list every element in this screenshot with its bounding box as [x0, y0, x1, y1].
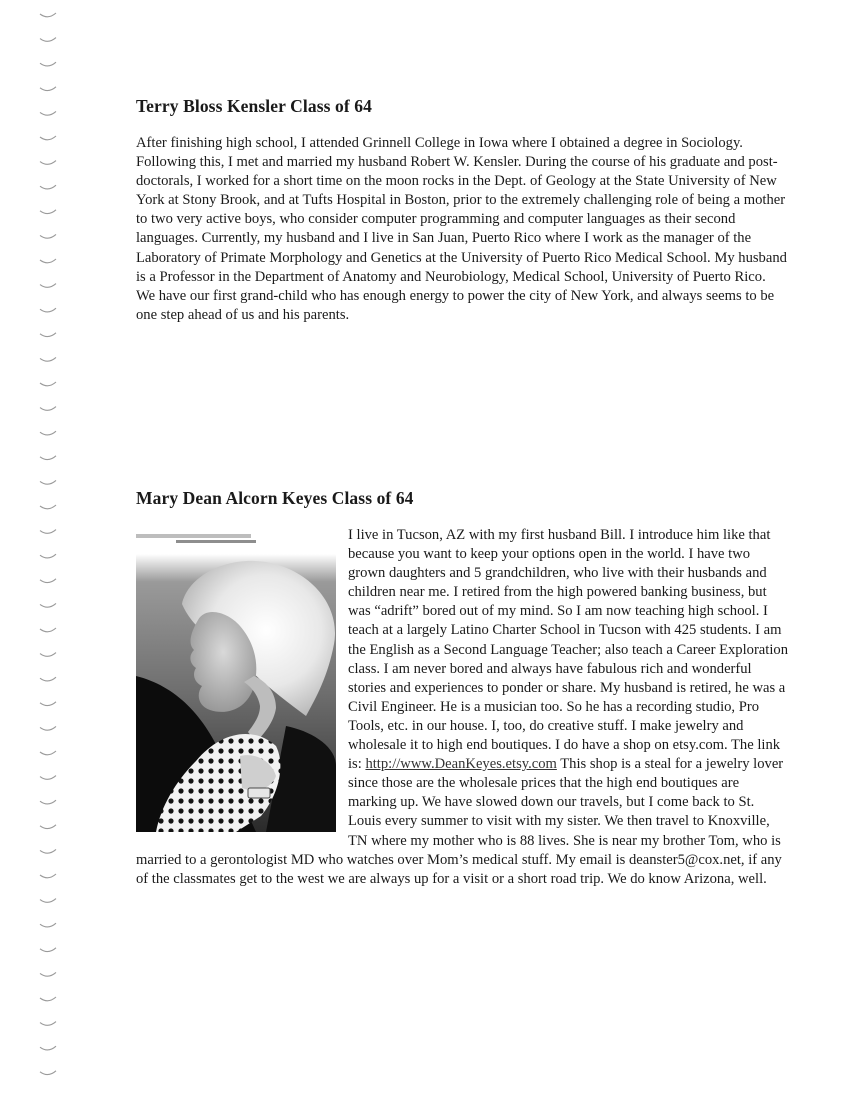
- binder-hole-mark: [40, 776, 56, 780]
- binder-holes: [0, 0, 70, 1099]
- entry-paragraph: After finishing high school, I attended Grinnell College in Iowa where I obtained a degree in Sociology. Following this, I met and married my husband Robert W. Kensler. During the course of his graduate and post-doctorals, I worked for a short time on the moon rocks in the Dept. of Geology at the State University of New York at Stony Brook, and at Tufts Hospital in Boston, prior to the extremely challenging role of being a mother to two very active boys, who consider computer programming and computer languages as their second languages. Currently, my husband and I live in San Juan, Puerto Rico where I work as the manager of the Laboratory of Primate Morphology and Genetics at the University of Puerto Rico Medical School. My husband is a Professor in the Department of Anatomy and Neurobiology, Medical School, University of Puerto Rico. We have our first grand-child who has enough energy to power the city of New York, and always seems to be one step ahead of us and his parents.: [136, 135, 787, 323]
- portrait-photo: [136, 526, 336, 832]
- binder-hole-mark: [40, 62, 56, 66]
- binder-hole-mark: [40, 899, 56, 903]
- binder-hole-mark: [40, 382, 56, 386]
- binder-hole-mark: [40, 13, 56, 17]
- etsy-shop-link[interactable]: http://www.DeanKeyes.etsy.com: [365, 756, 557, 773]
- entry-mary-dean-alcorn-keyes: [136, 488, 788, 889]
- binder-hole-mark: [40, 972, 56, 976]
- binder-hole-mark: [40, 579, 56, 583]
- binder-hole-mark: [40, 1022, 56, 1026]
- binder-hole-mark: [40, 874, 56, 878]
- entry-title: Terry Bloss Kensler Class of 64: [136, 96, 372, 116]
- binder-hole-mark: [40, 259, 56, 263]
- binder-hole-mark: [40, 628, 56, 632]
- binder-hole-mark: [40, 161, 56, 165]
- binder-hole-mark: [40, 185, 56, 189]
- binder-hole-mark: [40, 948, 56, 952]
- binder-hole-mark: [40, 923, 56, 927]
- binder-hole-mark: [40, 456, 56, 460]
- binder-hole-mark: [40, 849, 56, 853]
- binder-hole-mark: [40, 702, 56, 706]
- binder-hole-mark: [40, 505, 56, 509]
- binder-hole-mark: [40, 554, 56, 558]
- binder-hole-mark: [40, 603, 56, 607]
- binder-hole-mark: [40, 1071, 56, 1075]
- binder-hole-mark: [40, 333, 56, 337]
- binder-hole-mark: [40, 997, 56, 1001]
- binder-hole-mark: [40, 210, 56, 214]
- binder-hole-mark: [40, 653, 56, 657]
- binder-hole-mark: [40, 357, 56, 361]
- paragraph-text-after-link: This shop is a steal for a jewelry lover since those are the wholesale prices that the high end boutiques are marking up. We have slowed down our travels, but I come back to St. Louis every summer to visit with my sister. We then travel to Knoxville, TN where my mother who is 88 lives. She is near my brother Tom, who is married to a gerontologist MD who watches over Mom’s medical stuff. My email is deanster5@cox.net, if any of the classmates get to the west we are always up for a visit or a short road trip. We do know Arizona, well.: [136, 756, 784, 887]
- binder-hole-mark: [40, 234, 56, 238]
- binder-hole-mark: [40, 407, 56, 411]
- binder-hole-mark: [40, 111, 56, 115]
- binder-hole-mark: [40, 284, 56, 288]
- binder-hole-mark: [40, 677, 56, 681]
- paragraph-text-before-link: I live in Tucson, AZ with my first husband Bill. I introduce him like that because you want to keep your options open in the world. I have two grown daughters and 5 grandchildren, who live with their husbands and children near me. I retired from the high powered banking business, but was “adrift” bored out of my mind. So I am now teaching high school. I teach at a largely Latino Charter School in Tucson with 425 students. I am the English as a Second Language Teacher; also teach a Career Exploration class. I am never bored and always have fabulous rich and wonderful stories and experiences to ponder or share. My husband is retired, he was a Civil Engineer. He is a musician too. So he has a recording studio, Pro Tools, etc. in our house. I, too, do creative stuff. I make jewelry and wholesale it to high end boutiques. I do have a shop on etsy.com. The link is:: [348, 527, 788, 773]
- binder-hole-mark: [40, 38, 56, 42]
- entry-title: Mary Dean Alcorn Keyes Class of 64: [136, 488, 414, 508]
- binder-hole-mark: [40, 431, 56, 435]
- binder-hole-mark: [40, 308, 56, 312]
- binder-hole-mark: [40, 530, 56, 534]
- binder-hole-mark: [40, 136, 56, 140]
- binder-hole-mark: [40, 480, 56, 484]
- binder-hole-mark: [40, 751, 56, 755]
- binder-hole-mark: [40, 1046, 56, 1050]
- binder-hole-mark: [40, 87, 56, 91]
- binder-hole-mark: [40, 825, 56, 829]
- binder-hole-mark: [40, 726, 56, 730]
- binder-hole-mark: [40, 800, 56, 804]
- entry-terry-bloss-kensler: [136, 96, 788, 325]
